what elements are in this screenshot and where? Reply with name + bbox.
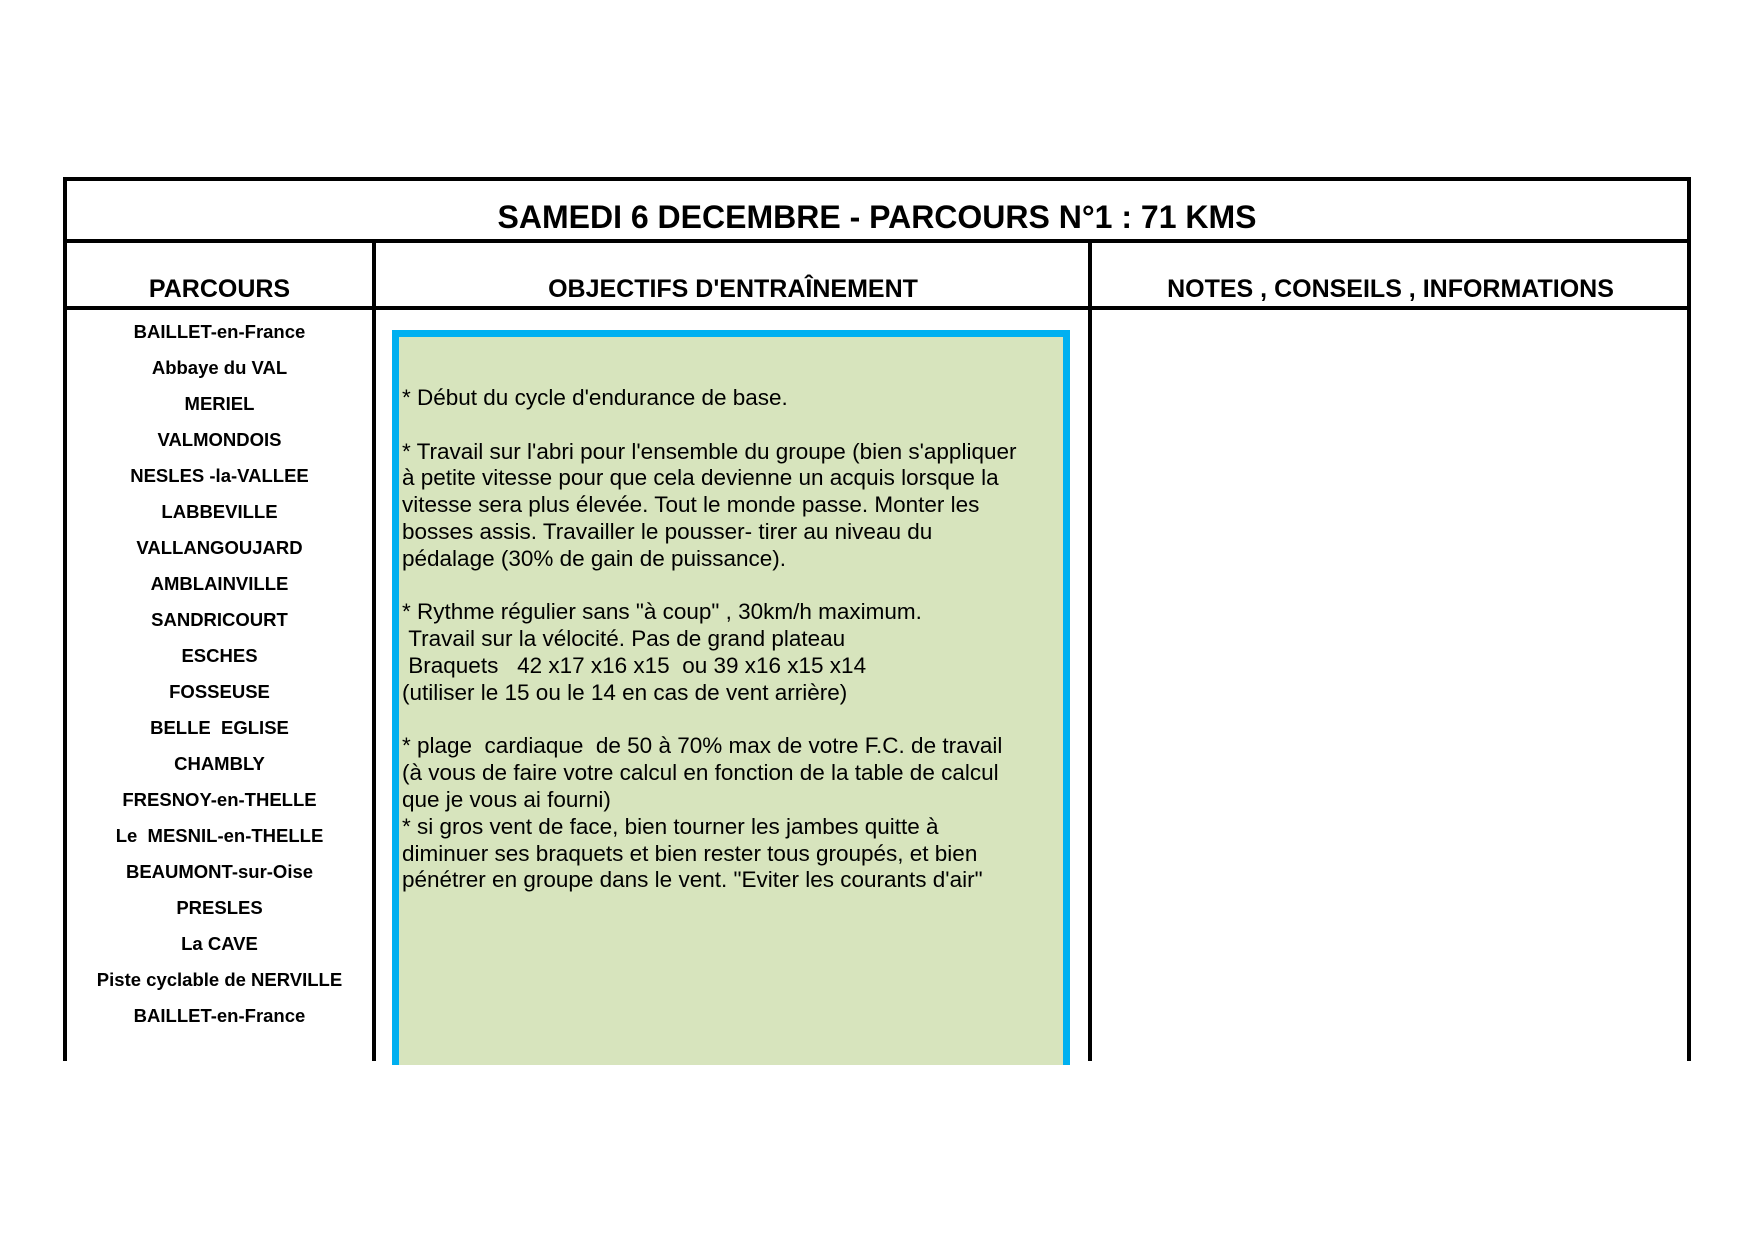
route-stop: ESCHES bbox=[181, 645, 258, 666]
route-stop: CHAMBLY bbox=[174, 753, 265, 774]
route-stop: La CAVE bbox=[181, 933, 258, 954]
route-stop: BAILLET-en-France bbox=[133, 321, 306, 342]
training-sheet-table bbox=[63, 177, 1691, 1061]
route-stop: AMBLAINVILLE bbox=[150, 573, 289, 594]
route-stop: SANDRICOURT bbox=[151, 609, 288, 630]
sheet-title: SAMEDI 6 DECEMBRE - PARCOURS N°1 : 71 KMS bbox=[497, 199, 1257, 235]
route-stop: Abbaye du VAL bbox=[151, 357, 288, 378]
objectives-textbox bbox=[392, 330, 1070, 1065]
route-stop: VALLANGOUJARD bbox=[136, 537, 303, 558]
title-row bbox=[67, 181, 1687, 243]
route-stop: BELLE EGLISE bbox=[150, 717, 289, 738]
column-header-objectives: OBJECTIFS D'ENTRAÎNEMENT bbox=[548, 275, 918, 303]
route-stop: NESLES -la-VALLEE bbox=[130, 465, 309, 486]
route-stop: PRESLES bbox=[176, 897, 263, 918]
route-stop: LABBEVILLE bbox=[161, 501, 278, 522]
route-stop: MERIEL bbox=[184, 393, 255, 414]
column-header-route: PARCOURS bbox=[148, 275, 291, 303]
column-divider-1 bbox=[372, 243, 376, 1061]
column-divider-2 bbox=[1088, 243, 1092, 1061]
column-header-row bbox=[67, 243, 1687, 310]
objectives-text: * Début du cycle d'endurance de base. * Travail sur l'abri pour l'ensemble du groupe (bien s'appliquer à petite vitesse pour que cela devienne un acquis lorsque la vitesse sera plus élevée. Tout le monde passe. Monter les bosses assis. Travailler le pousser- tirer au niveau du pédalage (30% de gain de puissance). * Rythme régulier sans "à coup" , 30km/h maximum. Travail sur la vélocité. Pas de grand plateau Braquets 42 x17 x16 x15 ou 39 x16 x15 x14 (utiliser le 15 ou le 14 en cas de vent arrière) * plage cardiaque de 50 à 70% max de votre F.C. de travail (à vous de faire votre calcul en fonction de la table de calcul que je vous ai fourni) * si gros vent de face, bien tourner les jambes quitte à diminuer ses braquets et bien rester tous groupés, et bien pénétrer en groupe dans le vent. "Eviter les courants d'air" bbox=[402, 385, 1017, 893]
route-stop: Le MESNIL-en-THELLE bbox=[115, 825, 324, 846]
route-stop: BAILLET-en-France bbox=[133, 1005, 306, 1026]
route-list bbox=[67, 310, 372, 1061]
notes-cell bbox=[1094, 310, 1687, 1061]
route-stop: BEAUMONT-sur-Oise bbox=[125, 861, 314, 882]
route-stop: VALMONDOIS bbox=[157, 429, 282, 450]
column-header-notes: NOTES , CONSEILS , INFORMATIONS bbox=[1167, 275, 1614, 303]
route-stop: FRESNOY-en-THELLE bbox=[122, 789, 317, 810]
route-stop: Piste cyclable de NERVILLE bbox=[96, 969, 343, 990]
route-stop: FOSSEUSE bbox=[169, 681, 270, 702]
